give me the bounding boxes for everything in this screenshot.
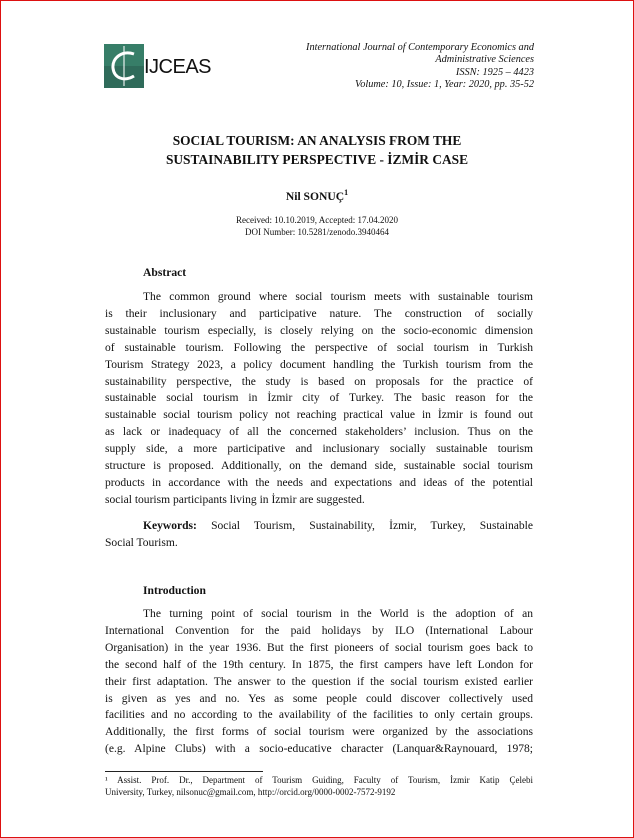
abstract-line: Tourism Strategy 2023, a policy document handling the Turkish tourism from the <box>105 358 533 371</box>
journal-logo <box>104 44 224 88</box>
footnote-line-2: University, Turkey, nilsonuc@gmail.com, http://orcid.org/0000-0002-7572-9192 <box>105 786 396 797</box>
abstract-heading: Abstract <box>143 266 187 279</box>
logo-emblem-icon <box>104 44 144 88</box>
introduction-body <box>105 606 533 758</box>
paper-title <box>60 131 574 169</box>
keywords-list: Social Tourism, Sustainability, İzmir, Turkey, Sustainable <box>211 520 533 532</box>
keywords-label: Keywords: <box>143 520 197 532</box>
title-line-2: SUSTAINABILITY PERSPECTIVE - İZMİR CASE <box>165 152 469 167</box>
doi-number: DOI Number: 10.5281/zenodo.3940464 <box>245 226 389 237</box>
intro-line: is given as yes and no. Yes as some people could discover collectively used <box>105 692 533 705</box>
abstract-line: is their inclusionary and participative nature. The construction of socially <box>105 307 533 320</box>
abstract-line: structure is proposed. Additionally, on the demand side, sustainable social tourism <box>105 460 533 473</box>
footnote <box>105 775 533 798</box>
journal-issn: ISSN: 1925 – 4423 <box>455 66 534 78</box>
title-line-1: SOCIAL TOURISM: AN ANALYSIS FROM THE <box>172 133 462 148</box>
intro-line: (e.g. Alpine Clubs) with a socio-educative character (Lanquar&Raynouard, 1978; <box>105 743 533 756</box>
received-accepted: Received: 10.10.2019, Accepted: 17.04.2020 <box>236 215 398 225</box>
abstract-body <box>105 289 533 509</box>
keywords-line-1 <box>105 518 533 535</box>
intro-line: their first adaptation. The answer to the question if the social tourism existed earlier <box>105 675 533 688</box>
abstract-line: sustainable social tourism policy not reaching practical value in İzmir is found out <box>105 409 533 422</box>
author-name: Nil SONUÇ <box>285 189 345 203</box>
author-footnote-mark: 1 <box>344 188 349 197</box>
intro-line: Organisation) in the year 1936. But the first pioneers of social tourism goes back to <box>105 641 533 654</box>
abstract-line: as lack or inadequacy of all the concerned stakeholders’ inclusion. Thus on the <box>105 426 533 439</box>
journal-volume: Volume: 10, Issue: 1, Year: 2020, pp. 35-52 <box>355 79 534 91</box>
intro-line: the second half of the 19th century. In 1875, the first campers have left London for <box>105 658 533 671</box>
footnote-divider <box>105 771 263 772</box>
abstract-line: sustainable tourism especially, is closely relying on the socio-economic dimension <box>105 324 533 337</box>
abstract-line: sustainable social tourism in İzmir city of Turkey. The basic reason for the <box>105 392 533 405</box>
abstract-line: sustainability perspective, the study is based on proposals for the practice of <box>105 375 533 388</box>
intro-line: Additionally, the first forms of social tourism were organized by the associations <box>105 726 533 739</box>
footnote-line-1: ¹ Assist. Prof. Dr., Department of Tourism Guiding, Faculty of Tourism, İzmir Katip Çelebi <box>105 775 533 785</box>
abstract-line: supply side, a more participative and inclusionary socially sustainable tourism <box>105 443 533 456</box>
article-dates <box>60 215 574 238</box>
intro-line: facilities and no according to the availability of the facilities to only certain groups. <box>105 709 533 722</box>
keywords <box>105 518 533 552</box>
logo-text: IJCEAS <box>144 56 212 78</box>
journal-name-line-1: International Journal of Contemporary Economics and <box>306 42 534 53</box>
abstract-line: products in accordance with the needs and expectations and ideas of the potential <box>105 476 533 489</box>
introduction-heading: Introduction <box>143 584 206 597</box>
journal-name-line-2: Administrative Sciences <box>435 54 534 66</box>
journal-info <box>264 42 534 92</box>
intro-line: International Convention for the paid holidays by ILO (International Labour <box>105 624 533 637</box>
abstract-line: of sustainable tourism. Following the perspective of social tourism in Turkish <box>105 341 533 354</box>
intro-line: The turning point of social tourism in the World is the adoption of an <box>143 608 533 620</box>
abstract-line: social tourism participants living in İzmir are suggested. <box>105 493 365 506</box>
keywords-line-2: Social Tourism. <box>105 536 178 549</box>
author <box>60 188 574 203</box>
abstract-line: The common ground where social tourism meets with sustainable tourism <box>143 291 533 303</box>
